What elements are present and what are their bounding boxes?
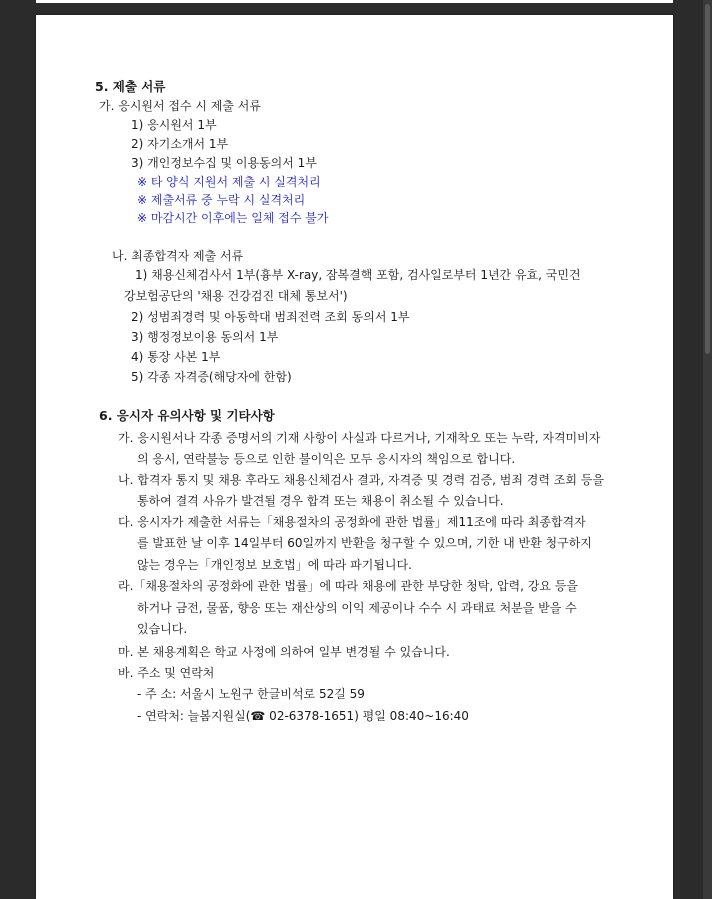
list-item: 2) 성범죄경력 및 아동학대 범죄전력 조회 동의서 1부 [131,310,410,324]
paragraph-line: 의 응시, 연락불능 등으로 인한 불이익은 모두 응시자의 책임으로 합니다. [137,452,516,466]
section-6-title: 6. 응시자 유의사항 및 기타사항 [99,408,275,423]
paragraph-line: 나. 합격자 통지 및 채용 후라도 채용신체검사 결과, 자격증 및 경력 검증, 범죄 경력 조회 등을 [118,473,604,487]
note-item: ※ 마감시간 이후에는 일체 접수 불가 [137,211,329,225]
note-item: ※ 타 양식 지원서 제출 시 실격처리 [137,175,321,189]
list-item: 2) 자기소개서 1부 [131,137,229,151]
list-item: 4) 통장 사본 1부 [131,350,221,364]
list-item: 5) 각종 자격증(해당자에 한함) [131,370,292,384]
list-item: 3) 개인정보수집 및 이용동의서 1부 [131,156,317,170]
list-item: 3) 행정정보이용 동의서 1부 [131,330,279,344]
paragraph-line: 하거나 금전, 물품, 향응 또는 재산상의 이익 제공이나 수수 시 과태료 처분을 받을 수 [137,601,577,615]
paragraph-line: 통하여 결격 사유가 발견될 경우 합격 또는 채용이 취소될 수 있습니다. [137,494,504,508]
paragraph-line: 를 발표한 날 이후 14일부터 60일까지 반환을 청구할 수 있으며, 기한 내 반환 청구하지 [137,536,592,550]
contact-line: - 연락처: 늘봄지원실(☎ 02-6378-1651) 평일 08:40~16:40 [137,709,469,723]
paragraph-line: 있습니다. [137,622,188,636]
paragraph-line: 않는 경우는「개인정보 보호법」에 따라 파기됩니다. [137,558,412,572]
paragraph-line: 마. 본 채용계획은 학교 사정에 의하여 일부 변경될 수 있습니다. [118,645,450,659]
section-6f-heading: 바. 주소 및 연락처 [118,666,215,680]
paragraph-line: 다. 응시자가 제출한 서류는「채용절차의 공정화에 관한 법률」제11조에 따라 최종합격자 [118,515,586,529]
paragraph-line: 라.「채용절차의 공정화에 관한 법률」에 따라 채용에 관한 부당한 청탁, 압력, 강요 등을 [118,579,578,593]
previous-page-edge [36,0,673,3]
list-item: 1) 응시원서 1부 [131,118,217,132]
vertical-scrollbar[interactable] [703,0,712,899]
document-page [36,15,673,899]
section-5a-heading: 가. 응시원서 접수 시 제출 서류 [99,99,261,113]
section-5-title: 5. 제출 서류 [95,79,166,94]
section-5b-heading: 나. 최종합격자 제출 서류 [112,249,244,263]
scrollbar-thumb[interactable] [705,4,710,354]
note-item: ※ 제출서류 중 누락 시 실격처리 [137,193,306,207]
list-item: 1) 채용신체검사서 1부(흉부 X-ray, 잠복결핵 포함, 검사일로부터 1년간 유효, 국민건 [135,268,581,282]
paragraph-line: 가. 응시원서나 각종 증명서의 기재 사항이 사실과 다르거나, 기재착오 또는 누락, 자격미비자 [118,431,601,445]
address-line: - 주 소: 서울시 노원구 한글비석로 52길 59 [137,687,365,701]
list-item-continuation: 강보험공단의 '채용 건강검진 대체 통보서') [124,289,348,303]
